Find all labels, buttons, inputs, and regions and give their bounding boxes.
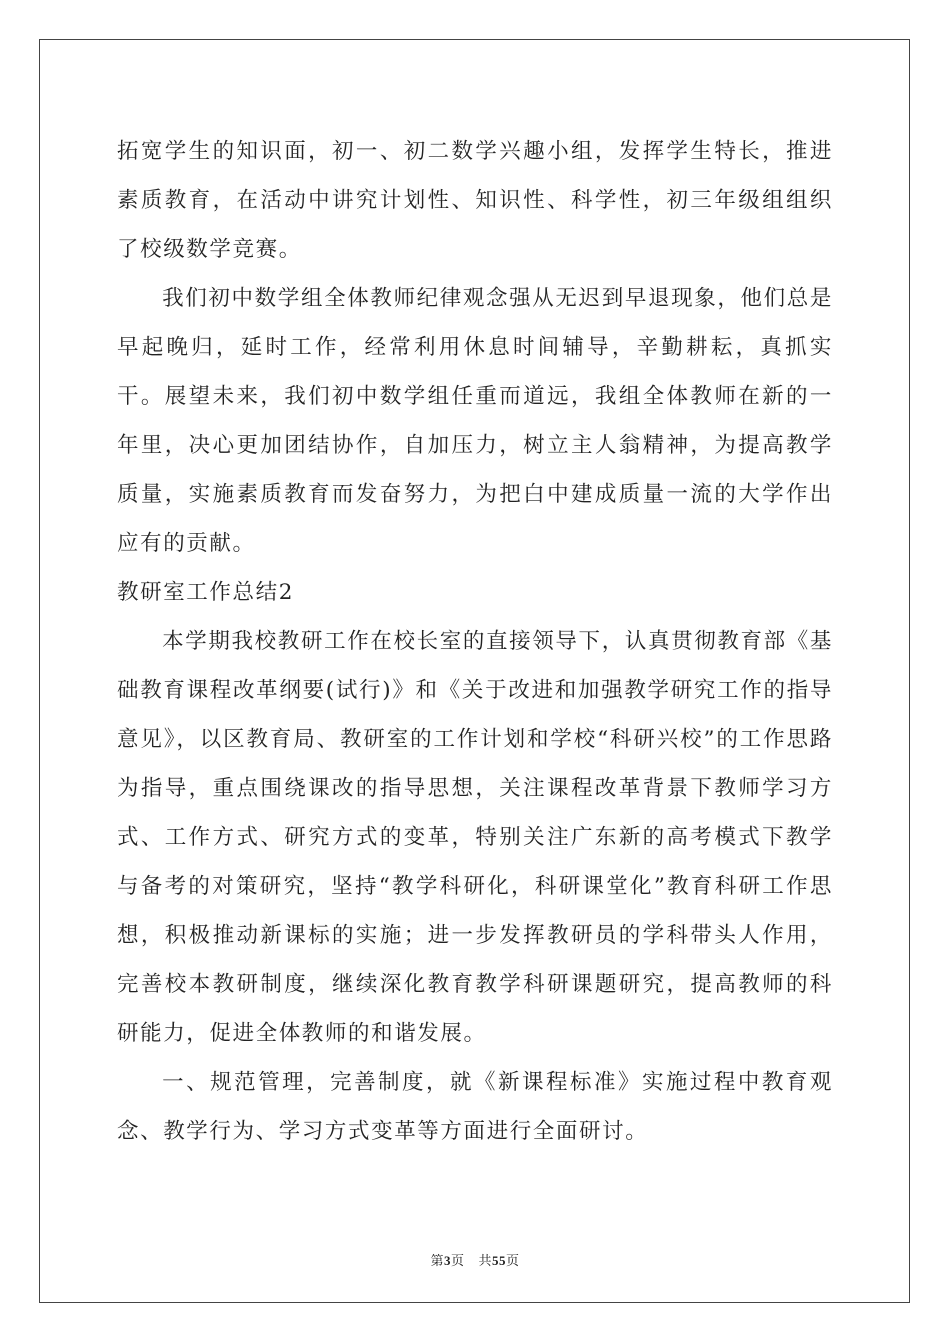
page-footer: [0, 1250, 950, 1269]
paragraph-1: 拓宽学生的知识面，初一、初二数学兴趣小组，发挥学生特长，推进素质教育，在活动中讲究计划性、知识性、科学性，初三年级组组织了校级数学竞赛。: [117, 139, 833, 262]
paragraph-3: 本学期我校教研工作在校长室的直接领导下，认真贯彻教育部《基础教育课程改革纲要(试行)》和《关于改进和加强教学研究工作的指导意见》，以区教育局、教研室的工作计划和学校“科研兴校”的工作思路为指导，重点围绕课改的指导思想，关注课程改革背景下教师学习方式、工作方式、研究方式的变革，特别关注广东新的高考模式下教学与备考的对策研究，坚持“教学科研化，科研课堂化”教育科研工作思想，积极推动新课标的实施；进一步发挥教研员的学科带头人作用，完善校本教研制度，继续深化教育教学科研课题研究，提高教师的科研能力，促进全体教师的和谐发展。: [117, 629, 833, 1046]
total-prefix: 共: [478, 1254, 492, 1269]
document-body: [117, 127, 833, 1156]
page-suffix: 页: [451, 1254, 465, 1269]
page-prefix: 第: [430, 1254, 445, 1269]
total-pages: 55: [491, 1253, 506, 1268]
paragraph-2: 我们初中数学组全体教师纪律观念强从无迟到早退现象，他们总是早起晚归，延时工作，经常利用休息时间辅导，辛勤耕耘，真抓实干。展望未来，我们初中数学组任重而道远，我组全体教师在新的一年里，决心更加团结协作，自加压力，树立主人翁精神，为提高教学质量，实施素质教育而发奋努力，为把白中建成质量一流的大学作出应有的贡献。: [117, 286, 833, 556]
paragraph-4: 一、规范管理，完善制度，就《新课程标准》实施过程中教育观念、教学行为、学习方式变革等方面进行全面研讨。: [117, 1070, 833, 1144]
section-heading: 教研室工作总结2: [117, 580, 294, 605]
page-number: 3: [444, 1253, 452, 1268]
total-suffix: 页: [505, 1254, 520, 1269]
